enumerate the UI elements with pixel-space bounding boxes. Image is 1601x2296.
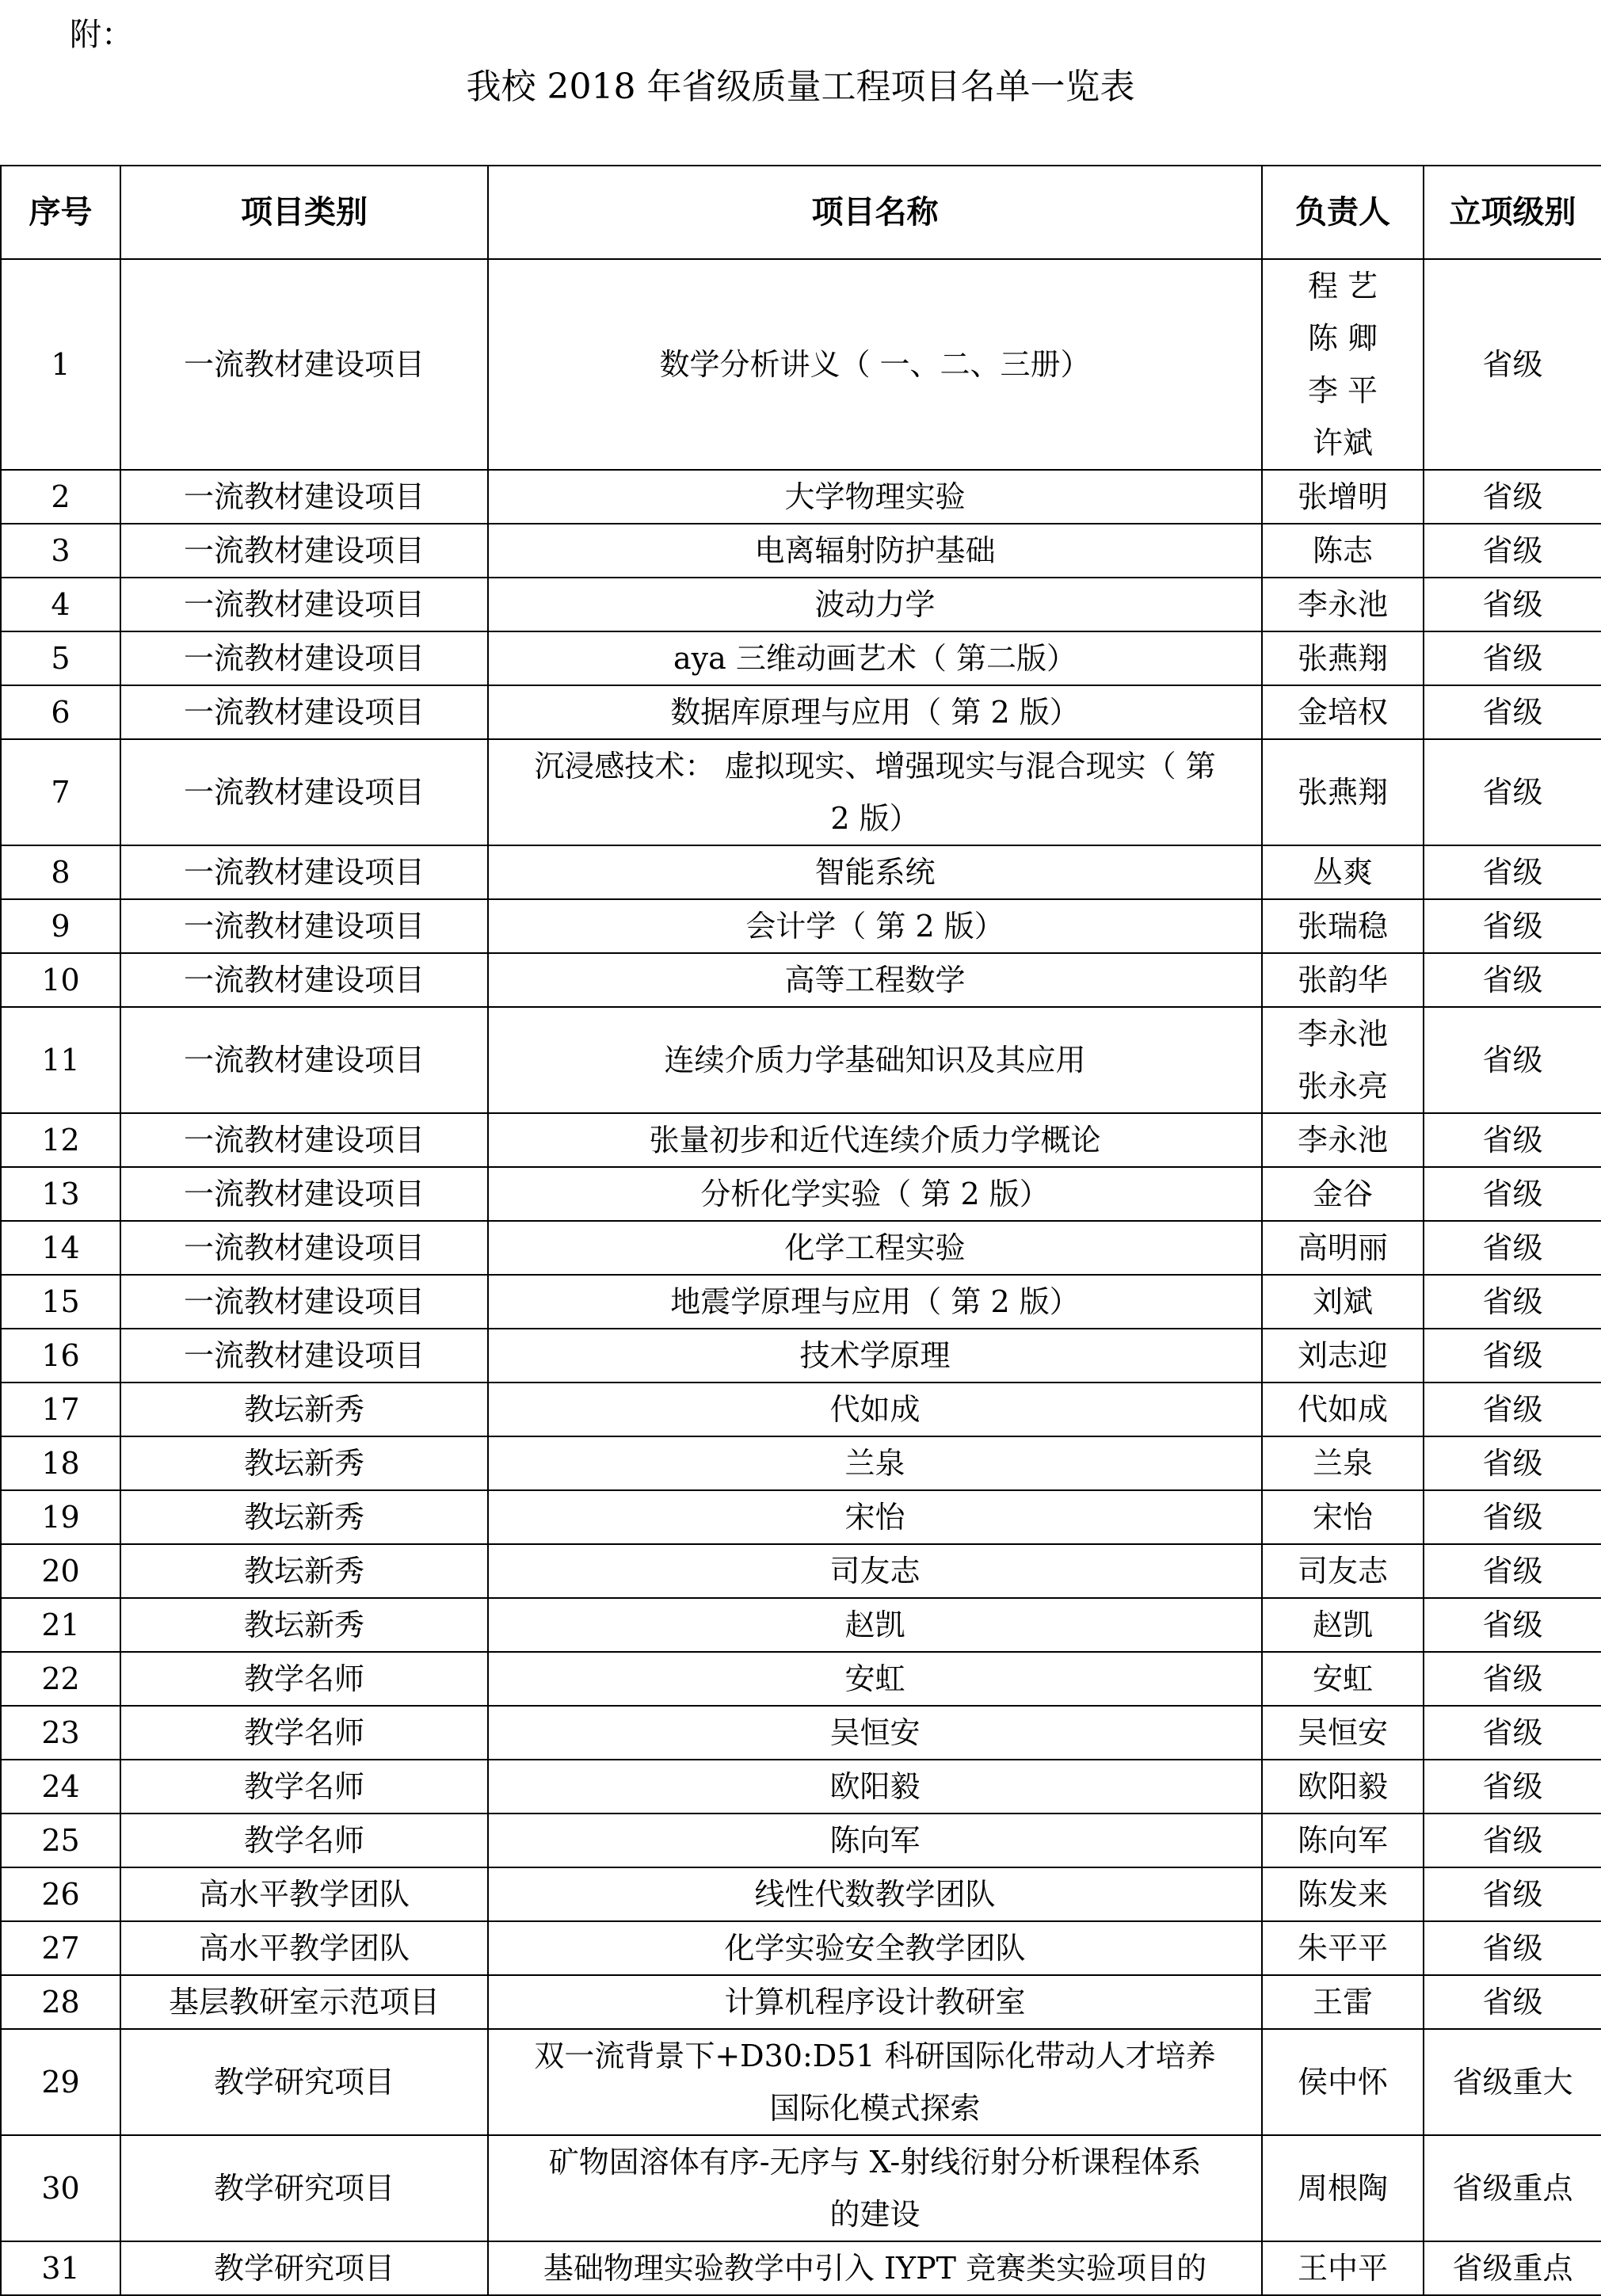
row-level: 省级	[1424, 631, 1601, 685]
row-number: 12	[1, 1113, 120, 1167]
row-category: 教坛新秀	[120, 1436, 488, 1490]
row-level: 省级	[1424, 1221, 1601, 1275]
table-row	[1, 953, 1601, 1007]
attachment-label: 附：	[70, 17, 133, 53]
row-project-name	[488, 1652, 1262, 1706]
row-category: 一流教材建设项目	[120, 1167, 488, 1221]
leader-line: 刘斌	[1312, 1284, 1373, 1319]
row-level: 省级	[1424, 845, 1601, 899]
row-project-name	[488, 1706, 1262, 1760]
project-name-line: 宋怡	[844, 1500, 905, 1535]
row-level: 省级	[1424, 1814, 1601, 1867]
leader-line: 许斌	[1312, 425, 1373, 460]
row-category: 一流教材建设项目	[120, 470, 488, 524]
row-project-name	[488, 899, 1262, 953]
leader-line: 金谷	[1312, 1177, 1373, 1211]
table-row	[1, 2135, 1601, 2241]
row-category: 一流教材建设项目	[120, 845, 488, 899]
row-number: 3	[1, 524, 120, 578]
row-level: 省级	[1424, 1329, 1601, 1383]
row-leader	[1262, 1706, 1424, 1760]
row-category: 教学名师	[120, 1652, 488, 1706]
leader-line: 王雷	[1312, 1985, 1373, 2019]
row-leader	[1262, 685, 1424, 739]
table-row	[1, 1652, 1601, 1706]
row-number: 2	[1, 470, 120, 524]
project-name-line: 高等工程数学	[784, 963, 966, 997]
leader-line: 司友志	[1297, 1554, 1388, 1589]
project-name-line: 会计学（ 第 2 版）	[745, 909, 1004, 944]
row-project-name	[488, 1975, 1262, 2029]
row-category: 基层教研室示范项目	[120, 1975, 488, 2029]
row-number: 20	[1, 1544, 120, 1598]
row-leader	[1262, 2029, 1424, 2135]
row-level: 省级	[1424, 899, 1601, 953]
project-name-line: 计算机程序设计教研室	[724, 1985, 1026, 2019]
row-number: 1	[1, 259, 120, 470]
row-category: 高水平教学团队	[120, 1867, 488, 1921]
leader-line: 程 艺	[1307, 269, 1378, 303]
row-level: 省级	[1424, 1760, 1601, 1814]
project-name-line: 连续介质力学基础知识及其应用	[664, 1043, 1086, 1077]
row-category: 一流教材建设项目	[120, 259, 488, 470]
row-number: 24	[1, 1760, 120, 1814]
row-level: 省级	[1424, 1113, 1601, 1167]
row-number: 25	[1, 1814, 120, 1867]
row-category: 教坛新秀	[120, 1598, 488, 1652]
row-project-name	[488, 1221, 1262, 1275]
row-leader	[1262, 1275, 1424, 1329]
leader-line: 张增明	[1297, 479, 1388, 514]
row-leader	[1262, 1598, 1424, 1652]
row-number: 16	[1, 1329, 120, 1383]
leader-line: 张韵华	[1297, 963, 1388, 997]
table-row	[1, 1221, 1601, 1275]
project-name-line: 数学分析讲义（ 一、二、三册）	[659, 347, 1091, 382]
row-level: 省级	[1424, 259, 1601, 470]
leader-line: 宋怡	[1312, 1500, 1373, 1535]
row-number: 13	[1, 1167, 120, 1221]
project-name-line: aya 三维动画艺术（ 第二版）	[673, 641, 1077, 676]
table-row	[1, 1383, 1601, 1436]
row-leader	[1262, 1490, 1424, 1544]
row-level: 省级	[1424, 1436, 1601, 1490]
row-category: 教坛新秀	[120, 1383, 488, 1436]
row-leader	[1262, 1113, 1424, 1167]
project-name-line: 2 版）	[830, 801, 920, 836]
project-name-line: 线性代数教学团队	[754, 1877, 996, 1912]
row-leader	[1262, 1007, 1424, 1113]
table-row	[1, 685, 1601, 739]
row-level: 省级	[1424, 1383, 1601, 1436]
leader-line: 张燕翔	[1297, 641, 1388, 676]
row-category: 教坛新秀	[120, 1544, 488, 1598]
table-row	[1, 631, 1601, 685]
leader-line: 代如成	[1297, 1392, 1388, 1427]
row-number: 4	[1, 578, 120, 631]
row-category: 教学研究项目	[120, 2029, 488, 2135]
row-number: 28	[1, 1975, 120, 2029]
row-category: 一流教材建设项目	[120, 739, 488, 845]
table-row	[1, 1436, 1601, 1490]
leader-line: 安虹	[1312, 1661, 1373, 1696]
row-number: 7	[1, 739, 120, 845]
table-row	[1, 259, 1601, 470]
project-name-line: 波动力学	[814, 587, 936, 622]
row-leader	[1262, 953, 1424, 1007]
leader-line: 李 平	[1307, 373, 1378, 408]
table-row	[1, 1814, 1601, 1867]
project-name-line: 安虹	[844, 1661, 905, 1696]
row-level: 省级	[1424, 1921, 1601, 1975]
row-leader	[1262, 1167, 1424, 1221]
leader-line: 陈志	[1312, 533, 1373, 568]
row-project-name	[488, 1275, 1262, 1329]
row-project-name	[488, 259, 1262, 470]
table-row	[1, 1706, 1601, 1760]
leader-line: 朱平平	[1297, 1931, 1388, 1966]
row-leader	[1262, 1652, 1424, 1706]
row-level: 省级重大	[1424, 2029, 1601, 2135]
row-project-name	[488, 524, 1262, 578]
row-category: 一流教材建设项目	[120, 1007, 488, 1113]
row-number: 30	[1, 2135, 120, 2241]
row-leader	[1262, 2135, 1424, 2241]
row-level: 省级	[1424, 1490, 1601, 1544]
row-category: 教学名师	[120, 1760, 488, 1814]
row-project-name	[488, 470, 1262, 524]
row-category: 一流教材建设项目	[120, 631, 488, 685]
row-category: 一流教材建设项目	[120, 1221, 488, 1275]
row-project-name	[488, 1383, 1262, 1436]
project-name-line: 基础物理实验教学中引入 IYPT 竞赛类实验项目的	[543, 2251, 1207, 2286]
leader-line: 张瑞稳	[1297, 909, 1388, 944]
row-number: 15	[1, 1275, 120, 1329]
row-category: 一流教材建设项目	[120, 953, 488, 1007]
project-name-line: 电离辐射防护基础	[754, 533, 996, 568]
row-project-name	[488, 1436, 1262, 1490]
row-level: 省级	[1424, 953, 1601, 1007]
row-leader	[1262, 1760, 1424, 1814]
table-row	[1, 578, 1601, 631]
document-title: 我校 2018 年省级质量工程项目名单一览表	[466, 67, 1135, 107]
row-level: 省级	[1424, 1867, 1601, 1921]
leader-line: 李永池	[1297, 587, 1388, 622]
leader-line: 侯中怀	[1297, 2065, 1388, 2100]
row-level: 省级	[1424, 1652, 1601, 1706]
header-category: 项目类别	[120, 166, 488, 259]
row-number: 14	[1, 1221, 120, 1275]
table-row	[1, 1167, 1601, 1221]
project-name-line: 兰泉	[844, 1446, 905, 1481]
table-row	[1, 739, 1601, 845]
table-row	[1, 1867, 1601, 1921]
row-leader	[1262, 1221, 1424, 1275]
row-category: 高水平教学团队	[120, 1921, 488, 1975]
leader-line: 丛爽	[1312, 855, 1373, 890]
row-category: 一流教材建设项目	[120, 899, 488, 953]
header-row	[1, 166, 1601, 259]
project-table	[0, 165, 1601, 2296]
leader-line: 赵凯	[1312, 1608, 1373, 1642]
leader-line: 欧阳毅	[1297, 1769, 1388, 1804]
table-row	[1, 899, 1601, 953]
leader-line: 王中平	[1297, 2251, 1388, 2286]
row-project-name	[488, 2135, 1262, 2241]
project-name-line: 大学物理实验	[784, 479, 966, 514]
row-project-name	[488, 1007, 1262, 1113]
row-leader	[1262, 899, 1424, 953]
row-leader	[1262, 1544, 1424, 1598]
row-category: 教学研究项目	[120, 2135, 488, 2241]
project-name-line: 张量初步和近代连续介质力学概论	[649, 1123, 1101, 1158]
row-number: 27	[1, 1921, 120, 1975]
row-project-name	[488, 631, 1262, 685]
row-project-name	[488, 953, 1262, 1007]
leader-line: 陈向军	[1297, 1823, 1388, 1858]
project-name-line: 智能系统	[814, 855, 936, 890]
row-number: 23	[1, 1706, 120, 1760]
table-row	[1, 470, 1601, 524]
table-row	[1, 2029, 1601, 2135]
leader-line: 周根陶	[1297, 2171, 1388, 2206]
leader-line: 金培权	[1297, 695, 1388, 730]
row-leader	[1262, 631, 1424, 685]
table-row	[1, 524, 1601, 578]
leader-line: 兰泉	[1312, 1446, 1373, 1481]
row-project-name	[488, 578, 1262, 631]
leader-line: 刘志迎	[1297, 1338, 1388, 1373]
project-name-line: 化学工程实验	[784, 1230, 966, 1265]
project-name-line: 双一流背景下+D30:D51 科研国际化带动人才培养	[534, 2039, 1216, 2073]
project-name-line: 司友志	[829, 1554, 921, 1589]
table-row	[1, 1113, 1601, 1167]
table-body	[1, 259, 1601, 2295]
table-row	[1, 1598, 1601, 1652]
row-number: 22	[1, 1652, 120, 1706]
table-row	[1, 1544, 1601, 1598]
table-row	[1, 1490, 1601, 1544]
row-number: 29	[1, 2029, 120, 2135]
table-row	[1, 1760, 1601, 1814]
leader-line: 陈 卿	[1307, 321, 1378, 356]
row-level: 省级	[1424, 524, 1601, 578]
row-category: 一流教材建设项目	[120, 578, 488, 631]
row-number: 8	[1, 845, 120, 899]
row-number: 9	[1, 899, 120, 953]
row-project-name	[488, 1490, 1262, 1544]
row-project-name	[488, 1167, 1262, 1221]
project-name-line: 欧阳毅	[829, 1769, 921, 1804]
header-leader: 负责人	[1262, 166, 1424, 259]
row-leader	[1262, 1436, 1424, 1490]
table-row	[1, 1921, 1601, 1975]
table-row	[1, 1007, 1601, 1113]
row-number: 5	[1, 631, 120, 685]
project-name-line: 数据库原理与应用（ 第 2 版）	[670, 695, 1080, 730]
leader-line: 陈发来	[1297, 1877, 1388, 1912]
table-row	[1, 1329, 1601, 1383]
row-number: 19	[1, 1490, 120, 1544]
row-leader	[1262, 578, 1424, 631]
row-project-name	[488, 2029, 1262, 2135]
leader-line: 吴恒安	[1297, 1715, 1388, 1750]
row-category: 一流教材建设项目	[120, 685, 488, 739]
leader-line: 李永池	[1297, 1016, 1388, 1051]
row-category: 教学名师	[120, 1706, 488, 1760]
project-name-line: 吴恒安	[829, 1715, 921, 1750]
row-level: 省级重点	[1424, 2241, 1601, 2295]
project-name-line: 沉浸感技术： 虚拟现实、增强现实与混合现实（ 第	[534, 749, 1216, 784]
row-leader	[1262, 1814, 1424, 1867]
row-category: 一流教材建设项目	[120, 524, 488, 578]
row-level: 省级	[1424, 1167, 1601, 1221]
row-level: 省级	[1424, 578, 1601, 631]
header-no: 序号	[1, 166, 120, 259]
row-number: 17	[1, 1383, 120, 1436]
project-name-line: 赵凯	[844, 1608, 905, 1642]
row-project-name	[488, 1814, 1262, 1867]
table-row	[1, 845, 1601, 899]
row-leader	[1262, 259, 1424, 470]
row-number: 18	[1, 1436, 120, 1490]
row-number: 6	[1, 685, 120, 739]
row-leader	[1262, 1329, 1424, 1383]
row-level: 省级	[1424, 1544, 1601, 1598]
project-name-line: 代如成	[829, 1392, 921, 1427]
row-number: 21	[1, 1598, 120, 1652]
row-project-name	[488, 1598, 1262, 1652]
project-name-line: 技术学原理	[799, 1338, 951, 1373]
row-category: 教坛新秀	[120, 1490, 488, 1544]
row-leader	[1262, 739, 1424, 845]
row-category: 教学研究项目	[120, 2241, 488, 2295]
row-level: 省级	[1424, 685, 1601, 739]
row-leader	[1262, 845, 1424, 899]
row-level: 省级	[1424, 470, 1601, 524]
row-leader	[1262, 1867, 1424, 1921]
row-level: 省级	[1424, 1275, 1601, 1329]
project-name-line: 化学实验安全教学团队	[724, 1931, 1026, 1966]
row-category: 一流教材建设项目	[120, 1329, 488, 1383]
project-name-line: 的建设	[829, 2197, 921, 2232]
row-project-name	[488, 1544, 1262, 1598]
row-category: 教学名师	[120, 1814, 488, 1867]
row-leader	[1262, 524, 1424, 578]
row-project-name	[488, 1921, 1262, 1975]
project-name-line: 矿物固溶体有序-无序与 X-射线衍射分析课程体系	[548, 2145, 1202, 2180]
row-number: 11	[1, 1007, 120, 1113]
row-project-name	[488, 1329, 1262, 1383]
row-level: 省级	[1424, 1007, 1601, 1113]
project-name-line: 地震学原理与应用（ 第 2 版）	[670, 1284, 1080, 1319]
row-leader	[1262, 470, 1424, 524]
table-row	[1, 1975, 1601, 2029]
project-name-line: 陈向军	[829, 1823, 921, 1858]
row-level: 省级重点	[1424, 2135, 1601, 2241]
row-project-name	[488, 1867, 1262, 1921]
row-project-name	[488, 739, 1262, 845]
row-number: 26	[1, 1867, 120, 1921]
row-level: 省级	[1424, 1706, 1601, 1760]
row-level: 省级	[1424, 1975, 1601, 2029]
header-level: 立项级别	[1424, 166, 1601, 259]
leader-line: 张永亮	[1297, 1069, 1388, 1104]
header-name: 项目名称	[488, 166, 1262, 259]
table-row	[1, 1275, 1601, 1329]
row-project-name	[488, 1760, 1262, 1814]
row-category: 一流教材建设项目	[120, 1113, 488, 1167]
row-level: 省级	[1424, 1598, 1601, 1652]
row-category: 一流教材建设项目	[120, 1275, 488, 1329]
row-leader	[1262, 1975, 1424, 2029]
project-name-line: 国际化模式探索	[769, 2091, 981, 2126]
row-level: 省级	[1424, 739, 1601, 845]
leader-line: 张燕翔	[1297, 775, 1388, 810]
row-number: 10	[1, 953, 120, 1007]
row-leader	[1262, 1383, 1424, 1436]
row-project-name	[488, 685, 1262, 739]
project-name-line: 分析化学实验（ 第 2 版）	[700, 1177, 1050, 1211]
row-project-name	[488, 1113, 1262, 1167]
leader-line: 李永池	[1297, 1123, 1388, 1158]
row-number: 31	[1, 2241, 120, 2295]
row-project-name	[488, 845, 1262, 899]
row-leader	[1262, 1921, 1424, 1975]
leader-line: 高明丽	[1297, 1230, 1388, 1265]
